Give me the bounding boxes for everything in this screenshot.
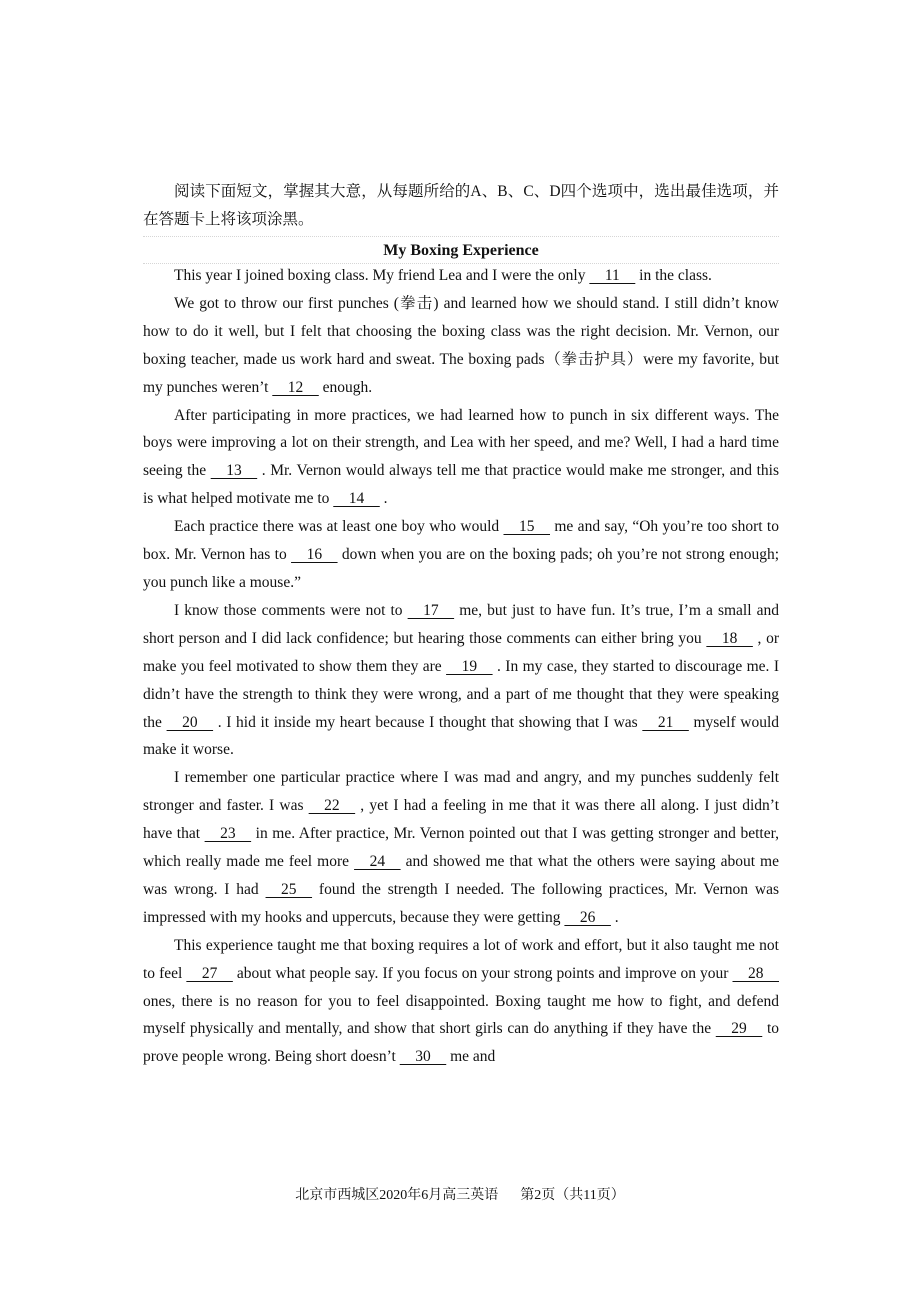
paragraph-text: I remember one particular practice where I was mad and angry, and my punches suddenly felt stronger and faster. I was — [143, 769, 779, 815]
paragraph-text: This year I joined boxing class. My friend Lea and I were the only — [174, 267, 590, 284]
blank-27: 27 — [186, 964, 233, 982]
paragraph — [143, 290, 779, 402]
blank-14: 14 — [333, 490, 380, 508]
blank-13: 13 — [210, 462, 258, 480]
paragraph-text: , or make you feel motivated to show them they are — [143, 629, 780, 675]
blank-19: 19 — [446, 657, 493, 675]
blank-25: 25 — [265, 880, 313, 898]
paragraph — [143, 597, 779, 764]
paragraph — [143, 764, 779, 931]
passage-title: My Boxing Experience — [143, 236, 779, 264]
paragraph-text: We got to throw our first punches (拳击) and learned how we should stand. I still didn’t know how to do it well, but I felt that choosing the boxing class was the right decision. Mr. Vernon, our boxing teacher, made us work hard and sweat. The boxing pads（拳击护具）were my favorite, but my punches weren’t — [143, 294, 779, 396]
paragraph-text: . I hid it inside my heart because I thought that showing that I was — [217, 713, 643, 731]
blank-21: 21 — [642, 713, 689, 731]
paragraph-text: I know those comments were not to — [174, 601, 408, 619]
blank-28: 28 — [732, 964, 779, 982]
paragraph-text: down when you are on the boxing pads; oh you’re not strong enough; you punch like a mouse.” — [143, 546, 780, 591]
paragraph-text: me and say, “Oh you’re too short to box. Mr. Vernon has to — [143, 518, 779, 564]
paragraph-text: This experience taught me that boxing requires a lot of work and effort, but it also taught me not to feel — [143, 936, 779, 982]
paragraph-text: . In my case, they started to discourage me. I didn’t have the strength to think they were wrong, and a part of me thought that they were speaking the — [143, 657, 780, 731]
paragraph-text: in the class. — [639, 267, 712, 284]
paragraph — [143, 402, 779, 514]
paragraph-text: . — [383, 490, 388, 508]
blank-15: 15 — [503, 518, 550, 536]
footer-exam-name: 北京市西城区2020年6月高三英语 — [295, 1188, 499, 1203]
blank-23: 23 — [204, 825, 252, 843]
blank-26: 26 — [564, 908, 611, 926]
paragraph-text: me, but just to have fun. It’s true, I’m a small and short person and I did lack confidence; but hearing those comments can either bring you — [143, 601, 779, 647]
blank-20: 20 — [166, 713, 214, 731]
blank-16: 16 — [291, 546, 338, 564]
paragraph-text: Each practice there was at least one boy who would — [174, 518, 504, 536]
paragraph-text: to prove people wrong. Being short doesn’t — [143, 1020, 780, 1066]
blank-30: 30 — [399, 1048, 447, 1066]
page-footer — [0, 1185, 920, 1207]
paragraph-text: . — [614, 908, 619, 926]
footer-page-number: 第2页（共11页） — [520, 1188, 625, 1203]
paragraph — [143, 932, 779, 1072]
paragraph-text: and showed me that what the others were saying about me was wrong. I had — [143, 853, 779, 898]
paragraph-text: , yet I had a feeling in me that it was there all along. I just didn’t have that — [143, 797, 779, 843]
blank-22: 22 — [308, 797, 356, 815]
blank-18: 18 — [706, 629, 753, 647]
blank-12: 12 — [272, 378, 319, 396]
paragraph-text: After participating in more practices, we had learned how to punch in six different ways. The boys were improving a lot on their strength, and Lea with her speed, and me? Well, I had a hard time seeing the — [143, 406, 779, 480]
blank-11: 11 — [589, 267, 636, 284]
paragraph-text: found the strength I needed. The following practices, Mr. Vernon was impressed with my hooks and uppercuts, because they were getting — [143, 880, 779, 926]
blank-29: 29 — [715, 1020, 763, 1038]
passage — [143, 262, 779, 1071]
blank-17: 17 — [407, 601, 455, 619]
paragraph-text: enough. — [322, 378, 373, 396]
paragraph — [143, 262, 779, 290]
instructions: 阅读下面短文，掌握其大意，从每题所给的A、B、C、D四个选项中，选出最佳选项，并在答题卡上将该项涂黑。 — [143, 183, 779, 228]
paragraph-text: ones, there is no reason for you to feel disappointed. Boxing taught me how to fight, and defend myself physically and mentally, and show that short girls can do anything if they have the — [143, 992, 779, 1038]
paragraph — [143, 513, 779, 597]
paragraph-text: me and — [450, 1048, 496, 1066]
paragraph-text: . Mr. Vernon would always tell me that practice would make me stronger, and this is what helped motivate me to — [143, 462, 779, 508]
paragraph-text: myself would make it worse. — [143, 713, 780, 759]
blank-24: 24 — [354, 853, 401, 871]
paragraph-text: about what people say. If you focus on your strong points and improve on your — [236, 964, 733, 982]
paragraph-text: in me. After practice, Mr. Vernon pointed out that I was getting stronger and better, which really made me feel more — [143, 825, 780, 871]
